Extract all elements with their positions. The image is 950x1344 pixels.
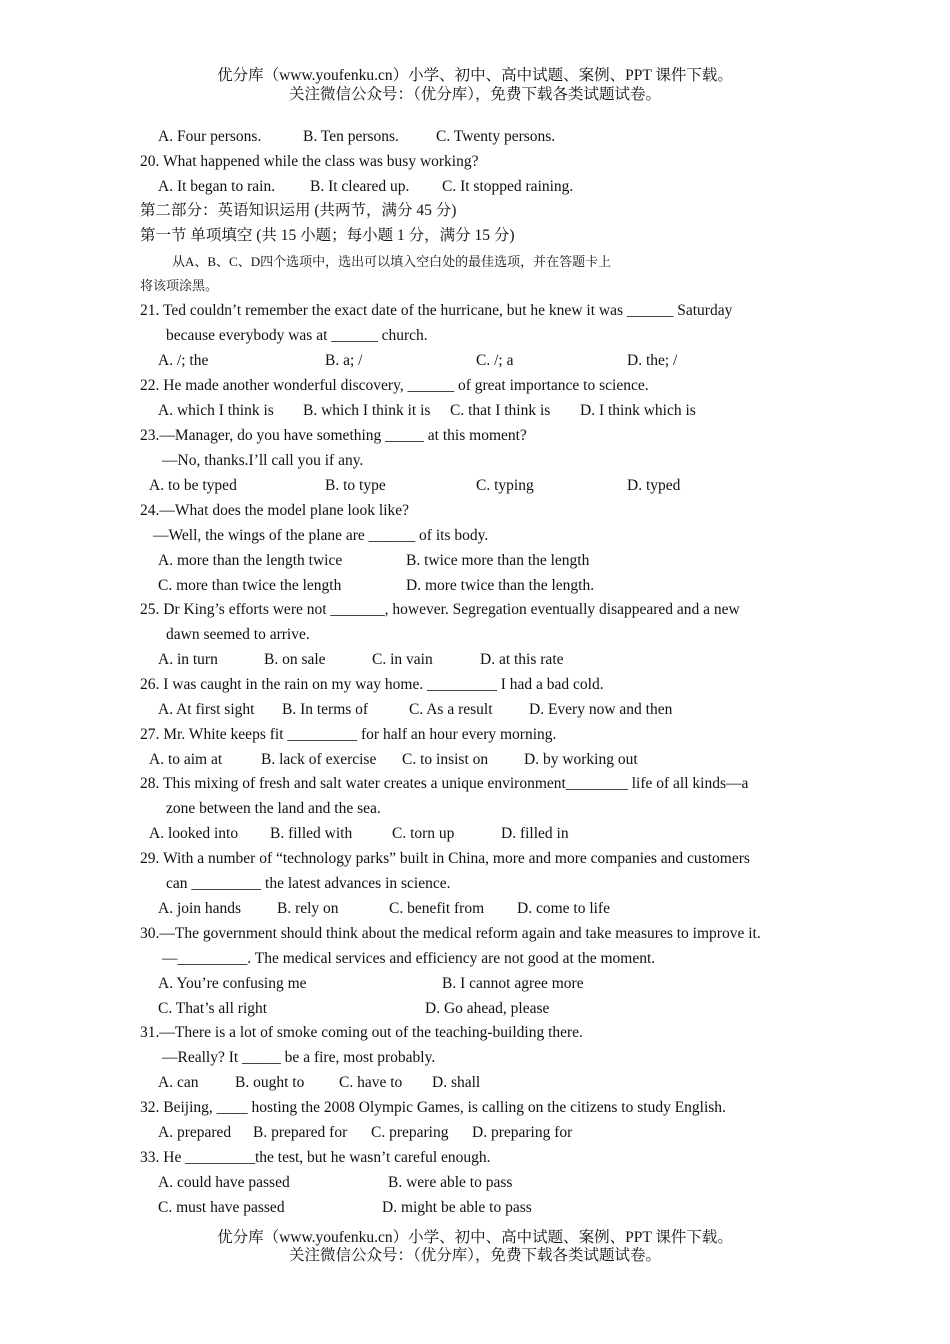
q22-option-d: D. I think which is	[580, 402, 696, 419]
q19-option-b: B. Ten persons.	[303, 128, 399, 145]
q22-option-c: C. that I think is	[450, 402, 551, 419]
q30-stem-1: 30.—The government should think about the medical reform again and take measures to improve it.	[140, 925, 761, 942]
q23-option-d: D. typed	[627, 477, 681, 494]
q21-option-c: C. /; a	[476, 352, 514, 369]
q30-option-b: B. I cannot agree more	[442, 975, 584, 992]
q31-option-b: B. ought to	[235, 1074, 305, 1091]
q29-option-d: D. come to life	[517, 900, 610, 917]
q32-option-a: A. prepared	[158, 1124, 232, 1141]
q24-option-a: A. more than the length twice	[158, 552, 343, 569]
q28-stem-1: 28. This mixing of fresh and salt water creates a unique environment________ life of all kinds—a	[140, 775, 749, 792]
q26-stem: 26. I was caught in the rain on my way home. _________ I had a bad cold.	[140, 676, 604, 693]
instruction-line-1: 从A、B、C、D四个选项中，选出可以填入空白处的最佳选项，并在答题卡上	[172, 254, 612, 269]
q28-option-d: D. filled in	[501, 825, 569, 842]
q20-stem: 20. What happened while the class was busy working?	[140, 153, 479, 170]
q31-option-c: C. have to	[339, 1074, 403, 1091]
q32-option-b: B. prepared for	[253, 1124, 348, 1141]
q21-stem-2: because everybody was at ______ church.	[166, 327, 428, 344]
q27-option-d: D. by working out	[524, 751, 638, 768]
q29-option-a: A. join hands	[158, 900, 242, 917]
q32-stem: 32. Beijing, ____ hosting the 2008 Olympic Games, is calling on the citizens to study English.	[140, 1099, 726, 1116]
q24-stem-2: —Well, the wings of the plane are ______ of its body.	[153, 527, 489, 544]
q31-stem-1: 31.—There is a lot of smoke coming out of the teaching-building there.	[140, 1024, 583, 1041]
q27-option-b: B. lack of exercise	[261, 751, 377, 768]
q23-stem-2: —No, thanks.I’ll call you if any.	[162, 452, 364, 469]
q28-option-c: C. torn up	[392, 825, 455, 842]
header-line-2: 关注微信公众号：（优分库），免费下载各类试题试卷。	[288, 86, 661, 103]
q28-stem-2: zone between the land and the sea.	[166, 800, 381, 817]
q24-option-c: C. more than twice the length	[158, 577, 342, 594]
q30-option-d: D. Go ahead, please	[425, 1000, 550, 1017]
q22-option-a: A. which I think is	[158, 402, 274, 419]
q27-option-c: C. to insist on	[402, 751, 489, 768]
q23-stem-1: 23.—Manager, do you have something _____ at this moment?	[140, 427, 527, 444]
q29-option-c: C. benefit from	[389, 900, 485, 917]
q23-option-b: B. to type	[325, 477, 386, 494]
q30-option-a: A. You’re confusing me	[158, 975, 307, 992]
q25-stem-1: 25. Dr King’s efforts were not _______, however. Segregation eventually disappeared and a new	[140, 601, 740, 618]
footer-line-1: 优分库（www.youfenku.cn）小学、初中、高中试题、案例、PPT 课件下载。	[217, 1229, 733, 1246]
q26-option-a: A. At first sight	[158, 701, 255, 718]
q20-option-a: A. It began to rain.	[158, 178, 276, 195]
q22-stem: 22. He made another wonderful discovery, ______ of great importance to science.	[140, 377, 649, 394]
q26-option-b: B. In terms of	[282, 701, 369, 718]
q24-stem-1: 24.—What does the model plane look like?	[140, 502, 410, 519]
q26-option-d: D. Every now and then	[529, 701, 673, 718]
q25-option-c: C. in vain	[372, 651, 433, 668]
q32-option-c: C. preparing	[371, 1124, 449, 1141]
q28-option-a: A. looked into	[149, 825, 239, 842]
q33-option-d: D. might be able to pass	[382, 1199, 532, 1216]
q22-option-b: B. which I think it is	[303, 402, 431, 419]
q19-option-c: C. Twenty persons.	[436, 128, 556, 145]
q24-option-b: B. twice more than the length	[406, 552, 590, 569]
q19-option-a: A. Four persons.	[158, 128, 262, 145]
part2-title: 第二部分：英语知识运用 (共两节，满分 45 分)	[140, 202, 457, 219]
q21-option-d: D. the; /	[627, 352, 678, 369]
q30-stem-2: —_________. The medical services and efficiency are not good at the moment.	[162, 950, 656, 967]
q23-option-c: C. typing	[476, 477, 534, 494]
q27-option-a: A. to aim at	[149, 751, 223, 768]
header-line-1: 优分库（www.youfenku.cn）小学、初中、高中试题、案例、PPT 课件下载。	[217, 67, 733, 84]
q23-option-a: A. to be typed	[149, 477, 237, 494]
q26-option-c: C. As a result	[409, 701, 493, 718]
q20-option-b: B. It cleared up.	[310, 178, 410, 195]
q33-stem: 33. He _________the test, but he wasn’t careful enough.	[140, 1149, 491, 1166]
q25-option-a: A. in turn	[158, 651, 218, 668]
q24-option-d: D. more twice than the length.	[406, 577, 595, 594]
q29-stem-2: can _________ the latest advances in science.	[166, 875, 451, 892]
q21-option-a: A. /; the	[158, 352, 209, 369]
q20-option-c: C. It stopped raining.	[442, 178, 574, 195]
q33-option-c: C. must have passed	[158, 1199, 285, 1216]
q33-option-b: B. were able to pass	[388, 1174, 513, 1191]
q27-stem: 27. Mr. White keeps fit _________ for half an hour every morning.	[140, 726, 557, 743]
section1-title: 第一节 单项填空 (共 15 小题；每小题 1 分，满分 15 分)	[140, 227, 515, 244]
q25-stem-2: dawn seemed to arrive.	[166, 626, 310, 643]
q31-option-a: A. can	[158, 1074, 199, 1091]
q32-option-d: D. preparing for	[472, 1124, 573, 1141]
footer-line-2: 关注微信公众号：（优分库），免费下载各类试题试卷。	[288, 1247, 661, 1264]
q29-stem-1: 29. With a number of “technology parks” built in China, more and more companies and customers	[140, 850, 750, 867]
q33-option-a: A. could have passed	[158, 1174, 290, 1191]
q21-option-b: B. a; /	[325, 352, 363, 369]
q31-option-d: D. shall	[432, 1074, 481, 1091]
q29-option-b: B. rely on	[277, 900, 339, 917]
q25-option-d: D. at this rate	[480, 651, 564, 668]
q21-stem-1: 21. Ted couldn’t remember the exact date of the hurricane, but he knew it was ______ Saturday	[140, 302, 733, 319]
instruction-line-2: 将该项涂黑。	[140, 278, 219, 293]
q31-stem-2: —Really? It _____ be a fire, most probably.	[162, 1049, 436, 1066]
q25-option-b: B. on sale	[264, 651, 326, 668]
q28-option-b: B. filled with	[270, 825, 353, 842]
q30-option-c: C. That’s all right	[158, 1000, 268, 1017]
